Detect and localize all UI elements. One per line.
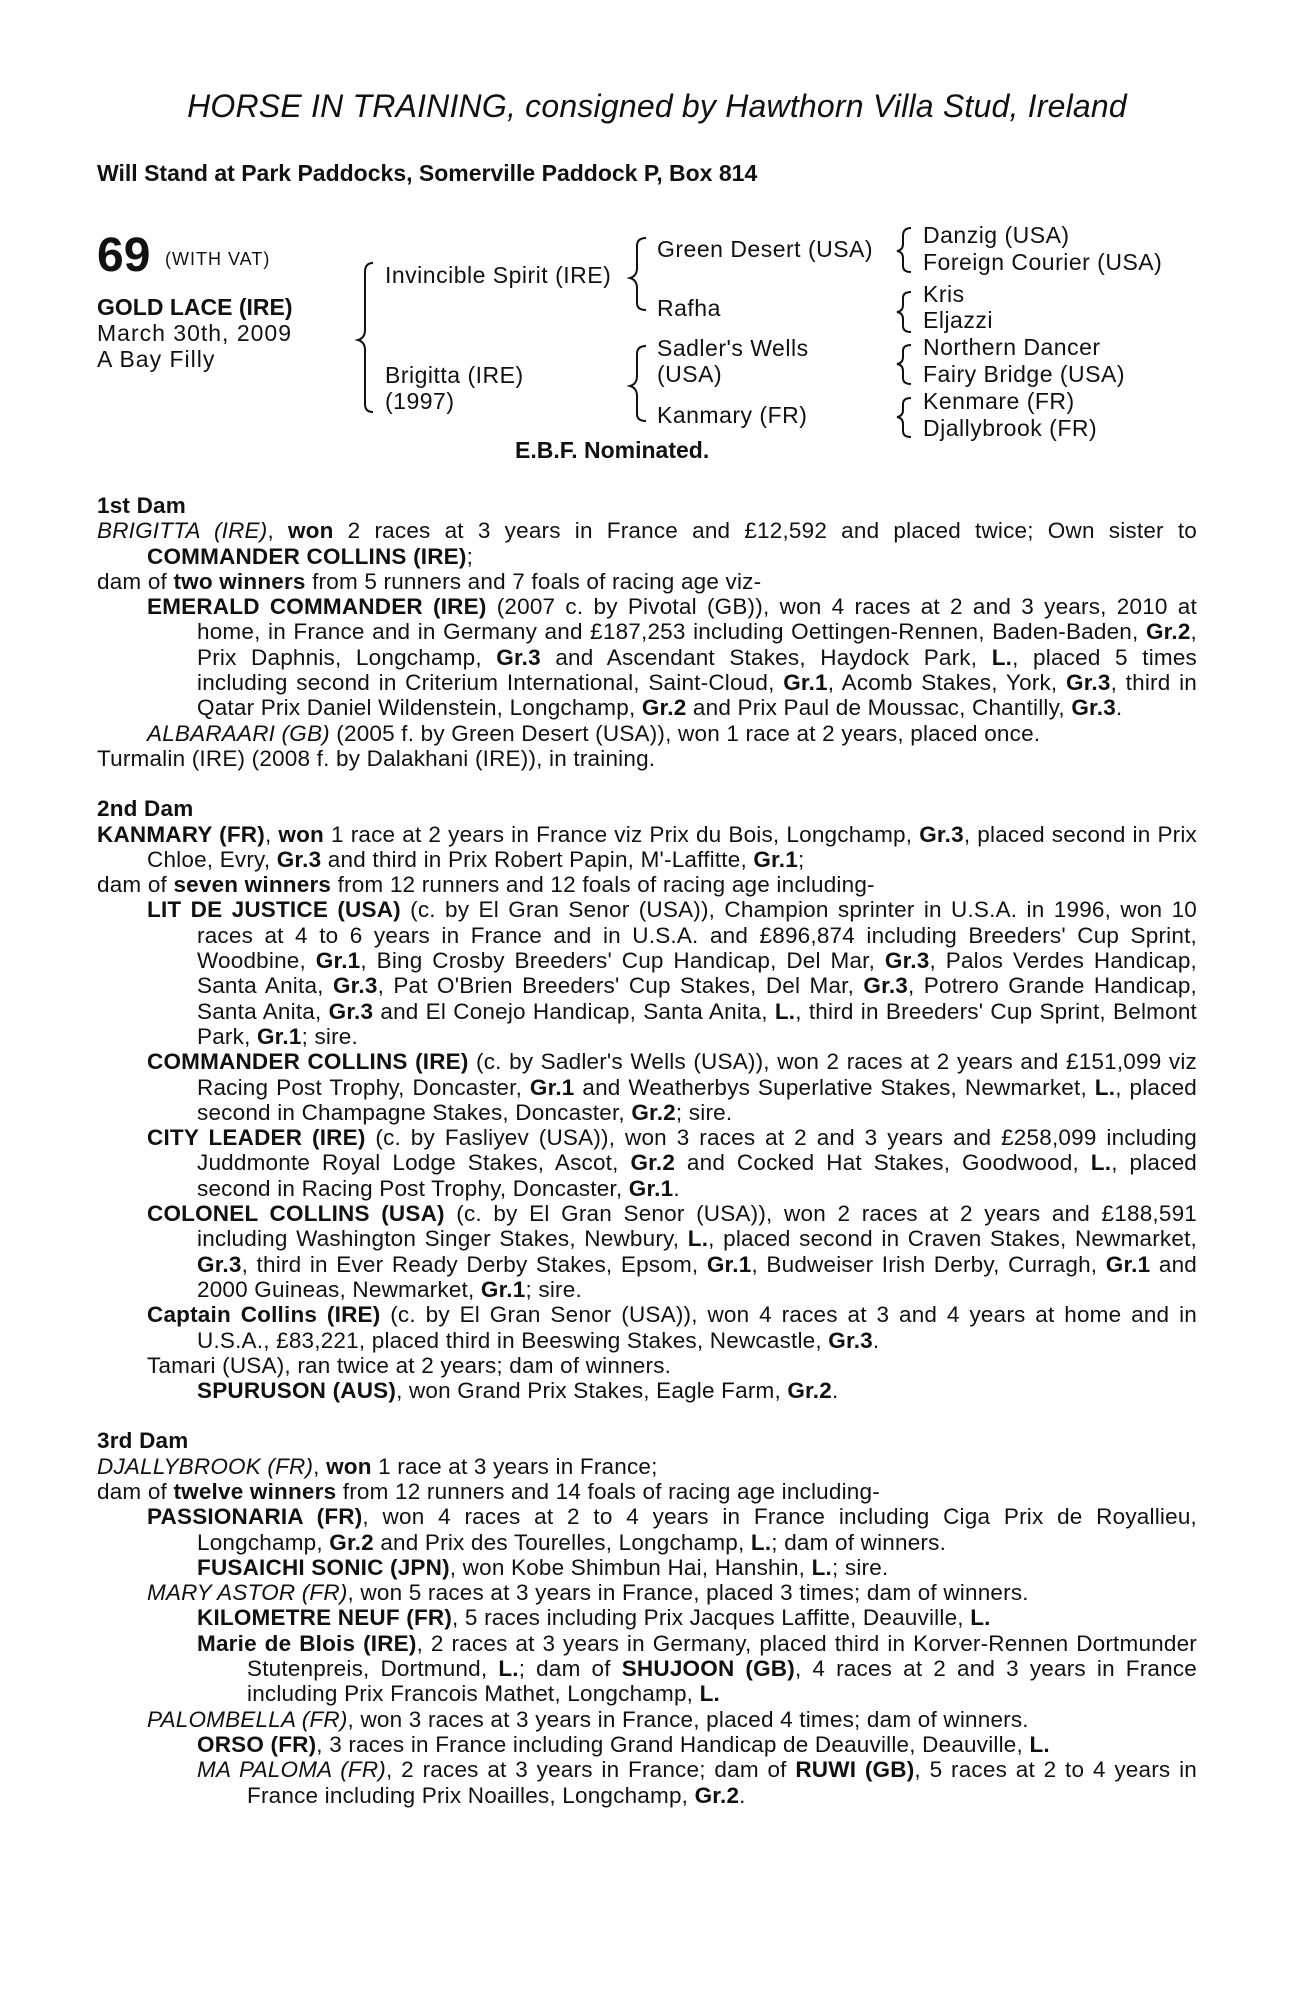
first-dam-record: BRIGITTA (IRE), won 2 races at 3 years in France and £12,592 and placed twice; Own sister to COMMANDER COLLINS (IRE); [97,518,1197,569]
produce-entry: PASSIONARIA (FR), won 4 races at 2 to 4 years in France including Ciga Prix de Royallieu, Longchamp, Gr.2 and Prix des Tourelles, Longchamp, L.; dam of winners. [147,1504,1197,1555]
pedigree-dam-sire: Sadler's Wells [657,335,809,361]
second-dam-record: KANMARY (FR), won 1 race at 2 years in France viz Prix du Bois, Longchamp, Gr.3, placed second in Prix Chloe, Evry, Gr.3 and third in Prix Robert Papin, M'-Laffitte, Gr.1; [97,821,1197,872]
produce-entry: Captain Collins (IRE) (c. by El Gran Senor (USA)), won 4 races at 3 and 4 years at home and in U.S.A., £83,221, placed third in Beeswing Stakes, Newcastle, Gr.3. [147,1302,1197,1353]
produce-entry: Tamari (USA), ran twice at 2 years; dam of winners. [147,1352,672,1378]
page-title: HORSE IN TRAINING, consigned by Hawthorn Villa Stud, Ireland [187,88,1127,124]
stand-location: Will Stand at Park Paddocks, Somerville Paddock P, Box 814 [97,160,758,186]
produce-entry: PALOMBELLA (FR), won 3 races at 3 years in France, placed 4 times; dam of winners. [147,1706,1029,1732]
lot-number: 69 [97,229,151,282]
first-dam-heading: 1st Dam [97,493,186,518]
ebf-note: E.B.F. Nominated. [515,437,710,463]
pedigree-sire-sire: Green Desert (USA) [657,236,874,262]
pedigree-dam: Brigitta (IRE) [385,362,524,388]
produce-entry: LIT DE JUSTICE (USA) (c. by El Gran Senor (USA)), Champion sprinter in U.S.A. in 1996, won 10 races at 4 to 6 years in France and in U.S.A. and £896,874 including Breeders' Cup Sprint, Woodbine, Gr.1, Bing Crosby Breeders' Cup Handicap, Del Mar, Gr.3, Palos Verdes Handicap, Santa Anita, Gr.3, Pat O'Brien Breeders' Cup Stakes, Del Mar, Gr.3, Potrero Grande Handicap, Santa Anita, Gr.3 and El Conejo Handicap, Santa Anita, L., third in Breeders' Cup Sprint, Belmont Park, Gr.1; sire. [147,897,1198,1049]
pedigree-ggdam-4: Eljazzi [923,307,993,333]
produce-entry: MA PALOMA (FR), 2 races at 3 years in France; dam of RUWI (GB), 5 races at 2 to 4 years in France including Prix Noailles, Longchamp, Gr.2. [197,1757,1197,1808]
third-dam-record: DJALLYBROOK (FR), won 1 race at 3 years in France; [97,1453,658,1479]
produce-entry: Turmalin (IRE) (2008 f. by Dalakhani (IRE)), in training. [97,745,656,771]
second-dam-heading: 2nd Dam [97,796,194,822]
produce-entry: COLONEL COLLINS (USA) (c. by El Gran Senor (USA)), won 2 races at 2 years and £188,591 including Washington Singer Stakes, Newbury, L., placed second in Craven Stakes, Newmarket, Gr.3, third in Ever Ready Derby Stakes, Epsom, Gr.1, Budweiser Irish Derby, Curragh, Gr.1 and 2000 Guineas, Newmarket, Gr.1; sire. [147,1201,1198,1302]
second-dam-produce-summary: dam of seven winners from 12 runners and 12 foals of racing age including- [97,872,875,898]
foaling-date: March 30th, 2009 [97,320,293,346]
produce-entry: COMMANDER COLLINS (IRE) (c. by Sadler's Wells (USA)), won 2 races at 2 years and £151,099 viz Racing Post Trophy, Doncaster, Gr.1 and Weatherbys Superlative Stakes, Newmarket, L., placed second in Champagne Stakes, Doncaster, Gr.2; sire. [147,1049,1198,1125]
pedigree-ggsire-1: Danzig (USA) [923,222,1070,248]
produce-entry: SPURUSON (AUS), won Grand Prix Stakes, Eagle Farm, Gr.2. [197,1378,839,1404]
pedigree-sire-dam: Rafha [657,295,721,321]
vat-note: (WITH VAT) [165,249,271,269]
produce-entry: CITY LEADER (IRE) (c. by Fasliyev (USA)), won 3 races at 2 and 3 years and £258,099 including Juddmonte Royal Lodge Stakes, Ascot, Gr.2 and Cocked Hat Stakes, Goodwood, L., placed second in Racing Post Trophy, Doncaster, Gr.1. [147,1125,1198,1201]
pedigree-ggsire-7: Kenmare (FR) [923,388,1075,414]
produce-entry: Marie de Blois (IRE), 2 races at 3 years in Germany, placed third in Korver-Rennen Dortmunder Stutenpreis, Dortmund, L.; dam of SHUJOON (GB), 4 races at 2 and 3 years in France including Prix Francois Mathet, Longchamp, L. [197,1630,1198,1707]
pedigree-ggsire-3: Kris [923,281,965,307]
produce-entry: FUSAICHI SONIC (JPN), won Kobe Shimbun Hai, Hanshin, L.; sire. [197,1554,889,1580]
catalogue-body [97,493,1197,1808]
pedigree-ggsire-5: Northern Dancer [923,334,1101,360]
first-dam-produce-summary: dam of two winners from 5 runners and 7 foals of racing age viz- [97,568,762,594]
pedigree-ggdam-6: Fairy Bridge (USA) [923,361,1125,387]
pedigree-brackets [0,0,1314,460]
horse-description: A Bay Filly [97,346,216,372]
third-dam-heading: 3rd Dam [97,1428,189,1454]
pedigree-dam-sire-country: (USA) [657,361,723,387]
pedigree-ggdam-2: Foreign Courier (USA) [923,249,1163,275]
produce-entry: KILOMETRE NEUF (FR), 5 races including Prix Jacques Laffitte, Deauville, L. [197,1605,991,1631]
pedigree-ggdam-8: Djallybrook (FR) [923,415,1098,441]
pedigree-sire: Invincible Spirit (IRE) [385,262,612,288]
third-dam-produce-summary: dam of twelve winners from 12 runners and 14 foals of racing age including- [97,1478,880,1504]
produce-entry: ALBARAARI (GB) (2005 f. by Green Desert (USA)), won 1 race at 2 years, placed once. [147,720,1041,746]
pedigree-dam-year: (1997) [385,388,455,414]
pedigree-dam-dam: Kanmary (FR) [657,402,808,428]
produce-entry: MARY ASTOR (FR), won 5 races at 3 years in France, placed 3 times; dam of winners. [147,1580,1029,1606]
horse-name: GOLD LACE (IRE) [97,294,293,320]
produce-entry: ORSO (FR), 3 races in France including Grand Handicap de Deauville, Deauville, L. [197,1731,1050,1757]
produce-entry: EMERALD COMMANDER (IRE) (2007 c. by Pivotal (GB)), won 4 races at 2 and 3 years, 2010 at home, in France and in Germany and £187,253 including Oettingen-Rennen, Baden-Baden, Gr.2, Prix Daphnis, Longchamp, Gr.3 and Ascendant Stakes, Haydock Park, L., placed 5 times including second in Criterium International, Saint-Cloud, Gr.1, Acomb Stakes, York, Gr.3, third in Qatar Prix Daniel Wildenstein, Longchamp, Gr.2 and Prix Paul de Moussac, Chantilly, Gr.3. [147,594,1197,721]
